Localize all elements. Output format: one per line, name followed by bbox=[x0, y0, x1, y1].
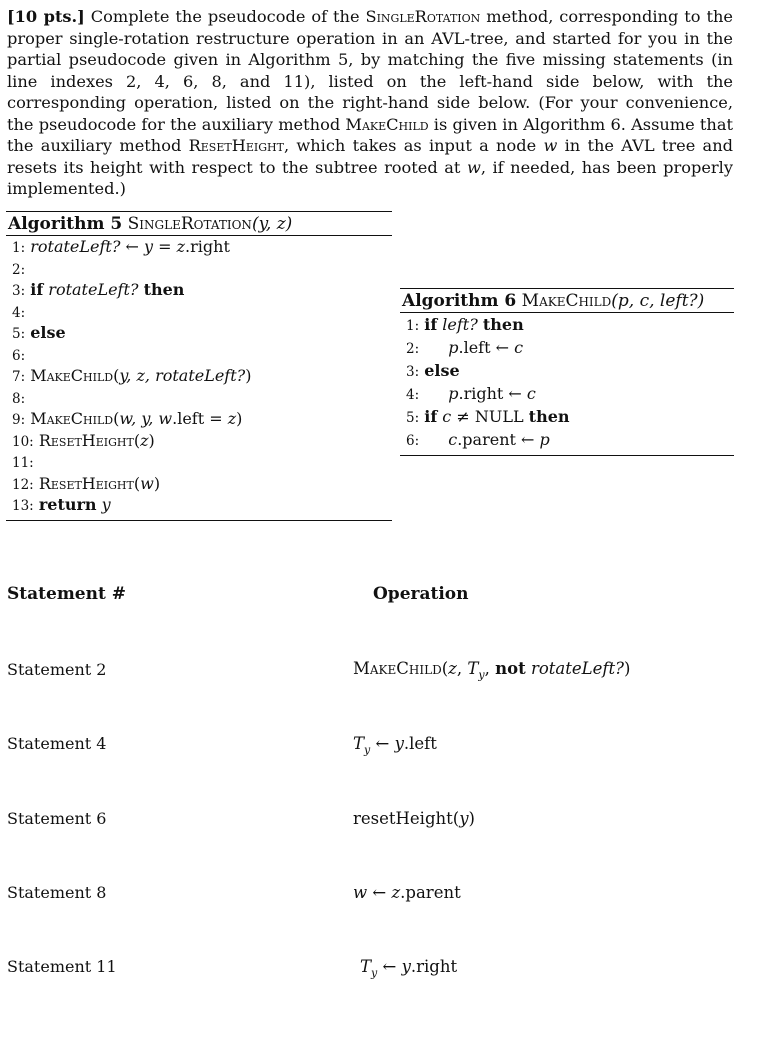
intro-text-4: , which takes as input a node bbox=[283, 136, 544, 155]
intro-text-5: in the AVL tree and resets its height with respect to the subtree rooted at bbox=[7, 136, 733, 177]
intro-var-w: w bbox=[543, 136, 558, 155]
algo5-name: SingleRotation bbox=[127, 214, 252, 234]
algo6-line: 4: p.right ← c bbox=[400, 382, 734, 405]
algo6-label: Algorithm 6 bbox=[402, 291, 517, 311]
line-number: 5: bbox=[406, 410, 420, 426]
algo6-bottom-rule bbox=[400, 455, 734, 456]
algo6-params: (p, c, left?) bbox=[611, 291, 705, 311]
algo6-line: 6: c.parent ← p bbox=[400, 428, 734, 451]
algo5-label: Algorithm 5 bbox=[8, 214, 123, 234]
algorithm-5-box bbox=[6, 211, 392, 521]
algo6-line: 1: if left? then bbox=[400, 313, 734, 336]
line-number: 4: bbox=[12, 304, 26, 321]
algo5-line bbox=[6, 344, 392, 366]
algo5-params: (y, z) bbox=[251, 214, 293, 234]
algo5-line bbox=[6, 387, 392, 409]
operation-item: $T_y$ ← y.right bbox=[360, 957, 458, 980]
algo5-lines bbox=[6, 236, 392, 516]
points-label: [10 pts.] bbox=[7, 7, 85, 26]
algo6-title bbox=[400, 289, 734, 313]
statement-item: Statement 4 bbox=[7, 734, 107, 753]
algorithm-6-box bbox=[400, 288, 734, 456]
line-number: 1: bbox=[12, 240, 26, 256]
algo5-line bbox=[6, 258, 392, 280]
algo6-line: 3: else bbox=[400, 359, 734, 382]
algo5-line: 13: return y bbox=[6, 494, 392, 516]
algo5-line: 3: if rotateLeft? then bbox=[6, 279, 392, 301]
intro-text-2: method, corresponding to the proper single-rotation restructure operation in an AVL-tree, and started for you in the partial pseudocode given in Algorithm 5, by matching the five missing statements (in line indexes 2, 4, 6, 8, and 11), listed on the left-hand side below, with the corresponding operation, listed on the right-hand side below. (For your convenience, the pseudocode for the auxiliary method bbox=[7, 7, 733, 134]
line-number: 3: bbox=[12, 283, 26, 299]
algo5-line: 1: rotateLeft? ← y = z.right bbox=[6, 236, 392, 258]
line-number: 12: bbox=[12, 476, 34, 493]
line-number: 8: bbox=[12, 390, 26, 407]
line-number: 2: bbox=[406, 341, 420, 357]
intro-text-3: is given in Algorithm 6. Assume that the auxiliary method bbox=[7, 114, 734, 155]
line-number: 3: bbox=[406, 364, 420, 380]
algo6-line: 5: if c ≠ NULL then bbox=[400, 405, 734, 428]
operation-item: resetHeight(y) bbox=[353, 809, 475, 828]
algo5-title bbox=[6, 212, 392, 236]
reset-method-name: ResetHeight bbox=[188, 136, 284, 155]
intro-text-6: , if needed, has been properly implemented.) bbox=[7, 157, 733, 198]
operation-header: Operation bbox=[373, 584, 469, 604]
operation-item: $T_y$ ← y.left bbox=[353, 734, 437, 757]
statement-item: Statement 2 bbox=[7, 660, 107, 679]
operation-item: w ← z.parent bbox=[353, 883, 461, 902]
line-number: 13: bbox=[12, 498, 34, 514]
line-number: 6: bbox=[12, 347, 26, 364]
statement-header: Statement # bbox=[7, 584, 126, 604]
problem-statement bbox=[7, 6, 733, 200]
intro-var-w2: w bbox=[466, 157, 481, 177]
line-number: 7: bbox=[12, 369, 26, 385]
algo6-lines bbox=[400, 313, 734, 451]
algo6-name: MakeChild bbox=[521, 291, 612, 311]
line-number: 6: bbox=[406, 433, 420, 449]
algo5-bottom-rule bbox=[6, 520, 392, 521]
line-number: 2: bbox=[12, 261, 26, 278]
algo5-line: 7: MakeChild(y, z, rotateLeft?) bbox=[6, 365, 392, 387]
statement-item: Statement 6 bbox=[7, 809, 107, 828]
statement-item: Statement 11 bbox=[7, 957, 117, 976]
line-number: 11: bbox=[12, 455, 34, 471]
algo6-line: 2: p.left ← c bbox=[400, 336, 734, 359]
aux-method-name: MakeChild bbox=[345, 114, 429, 134]
algo5-line: 12: ResetHeight(w) bbox=[6, 473, 392, 495]
algo5-line bbox=[6, 451, 392, 473]
line-number: 1: bbox=[406, 318, 420, 334]
line-number: 10: bbox=[12, 433, 34, 450]
line-number: 4: bbox=[406, 387, 420, 403]
line-number: 9: bbox=[12, 412, 26, 428]
algo5-line bbox=[6, 301, 392, 323]
method-name: SingleRotation bbox=[365, 7, 481, 26]
intro-text-1: Complete the pseudocode of the bbox=[84, 7, 366, 26]
algo5-line: 9: MakeChild(w, y, w.left = z) bbox=[6, 408, 392, 430]
operation-item: MakeChild(z, $T_y$, not rotateLeft?) bbox=[353, 659, 631, 682]
algo5-line: 5: else bbox=[6, 322, 392, 344]
statement-item: Statement 8 bbox=[7, 883, 107, 902]
algo5-line: 10: ResetHeight(z) bbox=[6, 430, 392, 452]
line-number: 5: bbox=[12, 326, 26, 342]
